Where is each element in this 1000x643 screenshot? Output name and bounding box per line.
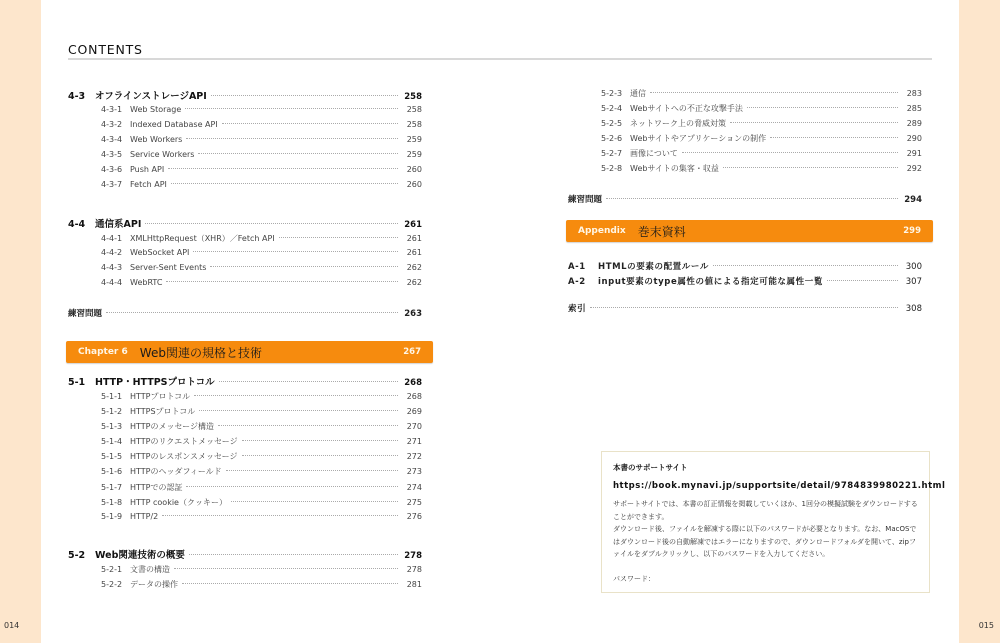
dot-leader xyxy=(723,167,898,168)
support-title: 本書のサポートサイト xyxy=(613,463,688,472)
dot-leader xyxy=(682,152,898,153)
dot-leader xyxy=(106,312,398,313)
page-title: CONTENTS xyxy=(68,42,143,57)
dot-leader xyxy=(210,266,398,267)
toc-appendix-item[interactable]: A-1 HTMLの要素の配置ルール 300 xyxy=(568,262,922,272)
right-page-margin xyxy=(959,0,1000,643)
toc-index[interactable]: 索引 308 xyxy=(568,304,922,314)
dot-leader xyxy=(231,501,398,502)
page-number-right: 015 xyxy=(978,621,994,630)
dot-leader xyxy=(174,568,398,569)
support-paragraph-1: サポートサイトでは、本書の訂正情報を掲載していくほか、1回分の模擬試験をダウンロードすることができます。 xyxy=(613,500,918,521)
toc-item[interactable]: 5-1-8 HTTP cookie（クッキー） 275 xyxy=(101,497,422,507)
dot-leader xyxy=(279,237,398,238)
toc-appendix-item[interactable]: A-2 input要素のtype属性の値による指定可能な属性一覧 307 xyxy=(568,277,922,287)
appendix-banner[interactable] xyxy=(566,220,933,242)
toc-item[interactable]: 4-4-2 WebSocket API 261 xyxy=(101,247,422,257)
toc-item[interactable]: 4-4-4 WebRTC 262 xyxy=(101,277,422,287)
toc-item[interactable]: 5-2-1 文書の構造 278 xyxy=(101,564,422,574)
dot-leader xyxy=(185,108,398,109)
dot-leader xyxy=(145,223,398,224)
appendix-label: Appendix xyxy=(578,226,626,236)
dot-leader xyxy=(194,395,398,396)
toc-right-column xyxy=(568,88,922,208)
dot-leader xyxy=(747,107,898,108)
dot-leader xyxy=(168,168,398,169)
chapter-label: Chapter 6 xyxy=(78,347,128,357)
dot-leader xyxy=(606,198,898,199)
dot-leader xyxy=(650,92,898,93)
toc-item[interactable]: 5-1-6 HTTPのヘッダフィールド 273 xyxy=(101,467,422,477)
dot-leader xyxy=(226,470,398,471)
dot-leader xyxy=(186,486,398,487)
dot-leader xyxy=(162,515,398,516)
toc-item[interactable]: 4-3-7 Fetch API 260 xyxy=(101,180,422,190)
toc-item[interactable]: 4-3-1 Web Storage 258 xyxy=(101,105,422,114)
toc-section-5-1[interactable]: 5-1 HTTP・HTTPSプロトコル 268 xyxy=(68,377,422,388)
dot-leader xyxy=(171,183,398,184)
toc-item[interactable]: 5-1-7 HTTPでの認証 274 xyxy=(101,482,422,492)
dot-leader xyxy=(242,455,398,456)
toc-left-column-lower xyxy=(68,374,422,594)
dot-leader xyxy=(211,95,398,96)
toc-item[interactable]: 5-1-4 HTTPのリクエストメッセージ 271 xyxy=(101,437,422,447)
password-label: パスワード： xyxy=(613,574,655,583)
toc-item[interactable]: 5-2-5 ネットワーク上の脅威対策 289 xyxy=(601,119,922,129)
dot-leader xyxy=(198,153,398,154)
toc-item[interactable]: 5-2-8 Webサイトの集客・収益 292 xyxy=(601,164,922,174)
toc-section-5-2[interactable]: 5-2 Web関連技術の概要 278 xyxy=(68,549,422,561)
dot-leader xyxy=(193,251,398,252)
dot-leader xyxy=(166,281,398,282)
toc-item[interactable]: 4-3-6 Push API 260 xyxy=(101,165,422,175)
dot-leader xyxy=(713,265,898,266)
toc-item[interactable]: 5-1-3 HTTPのメッセージ構造 270 xyxy=(101,422,422,432)
chapter-page: 267 xyxy=(403,347,421,357)
title-divider xyxy=(68,58,932,60)
toc-item[interactable]: 5-2-3 通信 283 xyxy=(601,89,922,98)
toc-item[interactable]: 5-1-5 HTTPのレスポンスメッセージ 272 xyxy=(101,452,422,462)
toc-section-4-3[interactable]: 4-3 オフラインストレージAPI 258 xyxy=(68,91,422,102)
support-paragraph-2: ダウンロード後、ファイルを解凍する際に以下のパスワードが必要となります。なお、MacOSではダウンロード後の自動解凍ではエラーになりますので、ダウンロードフォルダを開いて、zipファイルをダブルクリックし、以下のパスワードを入力してください。 xyxy=(613,525,917,558)
toc-item[interactable]: 4-3-2 Indexed Database API 258 xyxy=(101,120,422,130)
dot-leader xyxy=(199,410,398,411)
toc-item[interactable]: 5-2-7 画像について 291 xyxy=(601,149,922,159)
chapter-title: Web関連の規格と技術 xyxy=(139,345,262,360)
toc-left-column xyxy=(68,88,422,322)
dot-leader xyxy=(222,123,398,124)
page-number-left: 014 xyxy=(4,621,20,630)
appendix-title: 巻末資料 xyxy=(637,224,686,239)
dot-leader xyxy=(590,307,898,308)
dot-leader xyxy=(182,583,398,584)
left-page-margin xyxy=(0,0,41,643)
dot-leader xyxy=(730,122,898,123)
toc-item[interactable]: 4-4-3 Server-Sent Events 262 xyxy=(101,262,422,272)
dot-leader xyxy=(770,137,898,138)
toc-item[interactable]: 5-2-6 Webサイトやアプリケーションの制作 290 xyxy=(601,134,922,144)
support-site-box xyxy=(601,451,946,593)
toc-exercises[interactable]: 練習問題 294 xyxy=(568,194,922,205)
dot-leader xyxy=(189,554,398,555)
chapter-banner[interactable] xyxy=(66,341,433,363)
toc-section-4-4[interactable]: 4-4 通信系API 261 xyxy=(68,218,422,230)
toc-item[interactable]: 5-2-4 Webサイトへの不正な攻撃手法 285 xyxy=(601,104,922,114)
toc-appendix-list xyxy=(568,260,922,317)
dot-leader xyxy=(827,280,898,281)
dot-leader xyxy=(219,381,398,382)
toc-exercises[interactable]: 練習問題 263 xyxy=(68,308,422,319)
toc-item[interactable]: 5-1-1 HTTPプロトコル 268 xyxy=(101,392,422,401)
toc-item[interactable]: 4-3-4 Web Workers 259 xyxy=(101,135,422,145)
dot-leader xyxy=(242,440,398,441)
toc-item[interactable]: 5-2-2 データの操作 281 xyxy=(101,579,422,589)
dot-leader xyxy=(186,138,398,139)
appendix-page: 299 xyxy=(903,226,921,236)
toc-item[interactable]: 4-3-5 Service Workers 259 xyxy=(101,150,422,160)
toc-item[interactable]: 5-1-2 HTTPSプロトコル 269 xyxy=(101,407,422,417)
dot-leader xyxy=(218,425,398,426)
support-url-link[interactable]: https://book.mynavi.jp/supportsite/detail/9784839980221.html xyxy=(613,481,946,491)
toc-item[interactable]: 4-4-1 XMLHttpRequest（XHR）／Fetch API 261 xyxy=(101,233,422,243)
toc-item[interactable]: 5-1-9 HTTP/2 276 xyxy=(101,511,422,521)
